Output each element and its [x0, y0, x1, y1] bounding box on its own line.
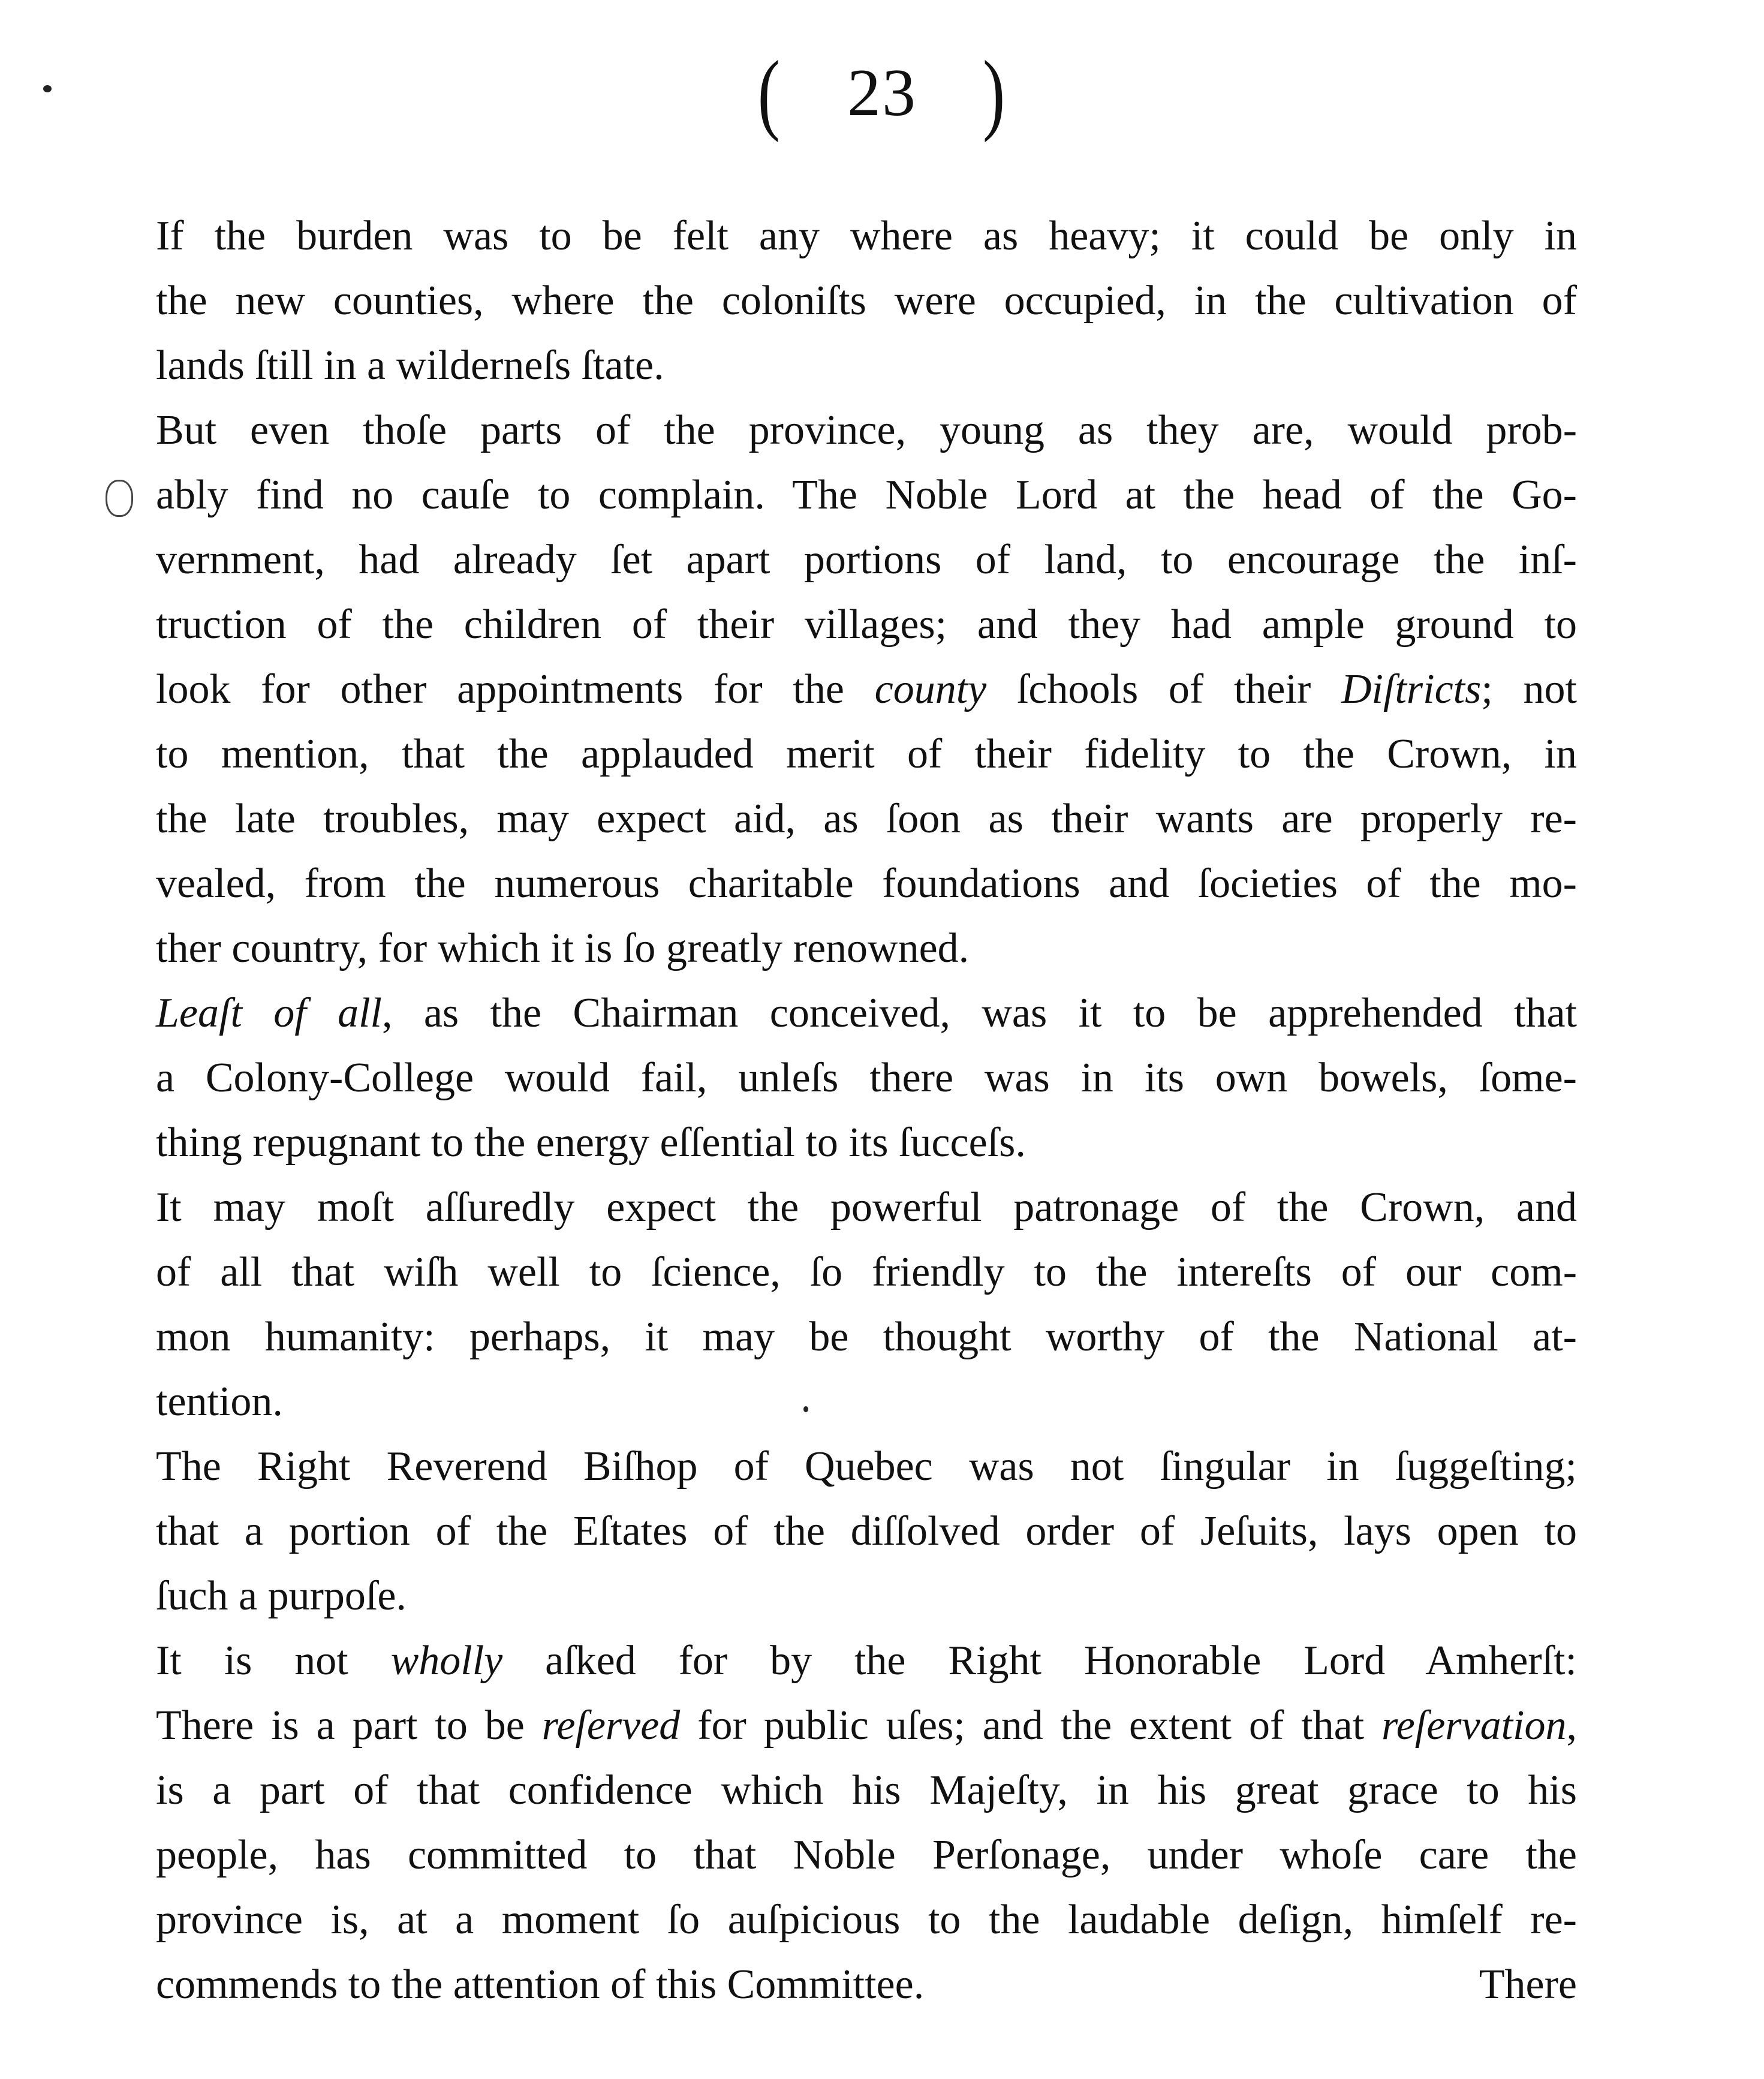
text-line: ſuch a purpoſe. — [156, 1573, 407, 1619]
text-line: people, has committed to that Noble Perſonage, under whoſe care the — [156, 1832, 1577, 1878]
last-line-with-catchword — [156, 1952, 1577, 2017]
text-line: of all that wiſh well to ſcience, ſo friendly to the intereſts of our com- — [156, 1249, 1577, 1295]
text-line: that a portion of the Eſtates of the diſſolved order of Jeſuits, lays open to — [156, 1508, 1577, 1554]
text-line: ably find no cauſe to complain. The Noble Lord at the head of the Go- — [156, 472, 1577, 518]
text-line: to mention, that the applauded merit of their fidelity to the Crown, in — [156, 731, 1577, 777]
paragraph — [156, 398, 1577, 981]
paragraph — [156, 981, 1577, 1175]
page-header — [0, 43, 1764, 143]
text-line: the new counties, where the coloniſts were occupied, in the cultivation of — [156, 278, 1577, 324]
text-line: Leaſt of all, as the Chairman conceived, was it to be apprehended that — [156, 990, 1577, 1036]
text-line: tention. — [156, 1379, 283, 1425]
text-line: But even thoſe parts of the province, young as they are, would prob- — [156, 407, 1577, 453]
text-line: If the burden was to be felt any where as heavy; it could be only in — [156, 213, 1577, 259]
paragraph — [156, 1629, 1577, 2017]
paragraph — [156, 1434, 1577, 1629]
text-line: a Colony-College would fail, unleſs there was in its own bowels, ſome- — [156, 1055, 1577, 1101]
text-line: vernment, had already ſet apart portions of land, to encourage the inſ- — [156, 537, 1577, 583]
text-line: the late troubles, may expect aid, as ſoon as their wants are properly re- — [156, 796, 1577, 842]
page-number-close-paren: ) — [983, 43, 1007, 143]
body-text — [156, 204, 1577, 2017]
text-line: thing repugnant to the energy eſſential to its ſucceſs. — [156, 1120, 1026, 1166]
text-line: look for other appointments for the county ſchools of their Diſtricts; not — [156, 666, 1577, 712]
text-line: There is a part to be reſerved for public uſes; and the extent of that reſervation, — [156, 1702, 1577, 1749]
catchword: There — [1479, 1961, 1577, 2008]
text-line: vealed, from the numerous charitable foundations and ſocieties of the mo- — [156, 861, 1577, 907]
text-line: ther country, for which it is ſo greatly renowned. — [156, 925, 970, 971]
text-line: It may moſt aſſuredly expect the powerful patronage of the Crown, and — [156, 1184, 1577, 1230]
text-line: It is not wholly aſked for by the Right Honorable Lord Amherſt: — [156, 1638, 1577, 1684]
text-line: lands ſtill in a wilderneſs ſtate. — [156, 342, 664, 389]
text-line: The Right Reverend Biſhop of Quebec was not ſingular in ſuggeſting; — [156, 1443, 1577, 1490]
page-number-open-paren: ( — [757, 43, 781, 143]
text-line: commends to the attention of this Committee. — [156, 1961, 925, 2008]
text-line: is a part of that confidence which his Majeſty, in his great grace to his — [156, 1767, 1577, 1813]
text-line: mon humanity: perhaps, it may be thought worthy of the National at- — [156, 1314, 1577, 1360]
page-number: 23 — [847, 56, 917, 130]
margin-mark — [106, 480, 133, 517]
paragraph — [156, 204, 1577, 398]
text-line: province is, at a moment ſo auſpicious to the laudable deſign, himſelf re- — [156, 1897, 1577, 1943]
paragraph — [156, 1175, 1577, 1434]
text-line: truction of the children of their villages; and they had ample ground to — [156, 601, 1577, 648]
